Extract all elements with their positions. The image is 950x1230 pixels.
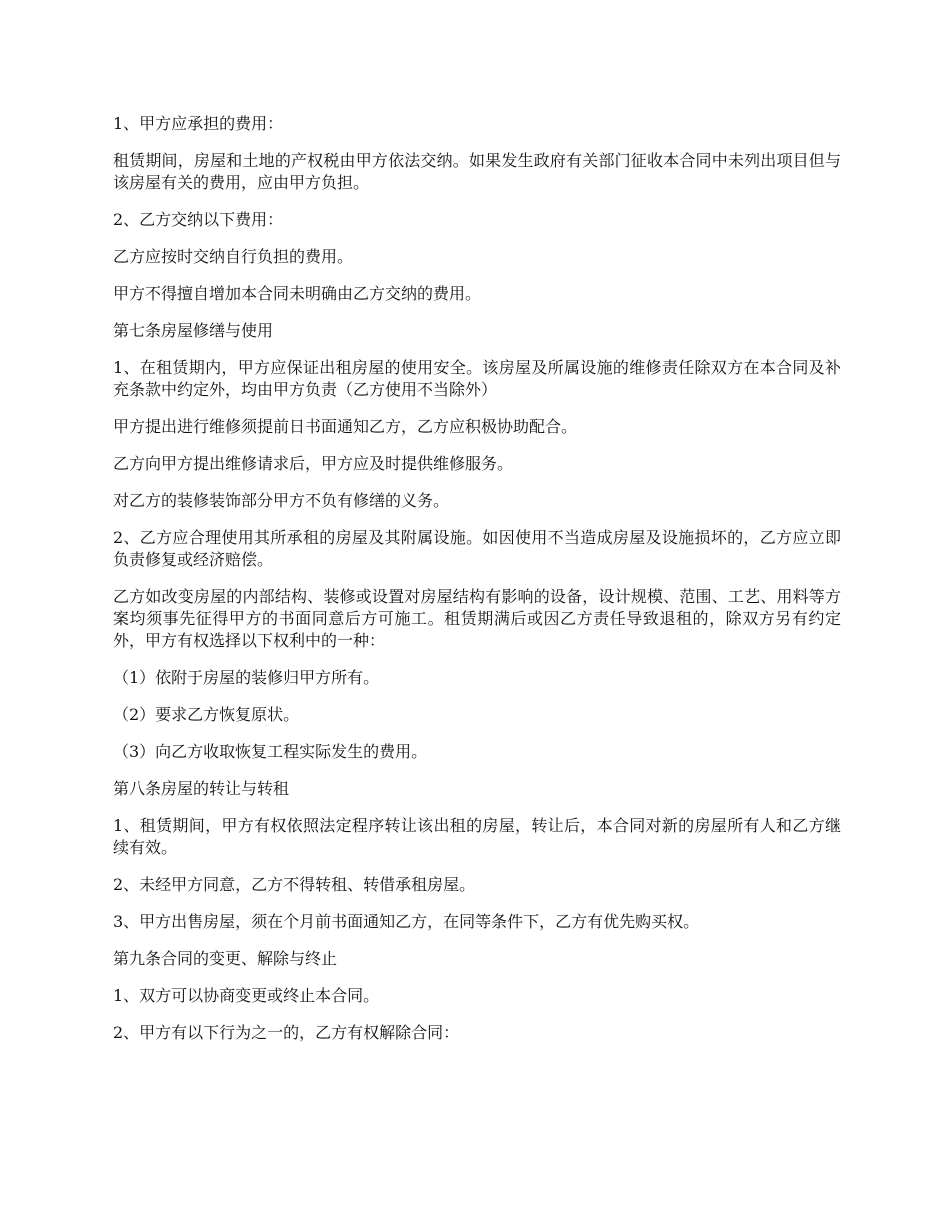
paragraph-repair-notice: 甲方提出进行维修须提前日书面通知乙方，乙方应积极协助配合。 [113, 417, 578, 436]
paragraph-property-tax: 租赁期间，房屋和土地的产权税由甲方依法交纳。如果发生政府有关部门征收本合同中未列出项目但与该房屋有关的费用，应由甲方负担。 [113, 151, 841, 192]
section-heading-article-7: 第七条房屋修缮与使用 [113, 321, 274, 340]
fee-heading-party-a: 1、甲方应承担的费用： [113, 114, 284, 133]
paragraph-termination-conditions: 2、甲方有以下行为之一的，乙方有权解除合同： [113, 1023, 460, 1042]
paragraph-proper-use: 2、乙方应合理使用其所承租的房屋及其附属设施。如因使用不当造成房屋及设施损坏的，乙方应立即负责修复或经济赔偿。 [113, 528, 841, 569]
list-item-option-1: （1）依附于房屋的装修归甲方所有。 [113, 668, 380, 687]
section-heading-article-9: 第九条合同的变更、解除与终止 [113, 949, 338, 968]
fee-heading-party-b: 2、乙方交纳以下费用： [113, 210, 284, 229]
paragraph-decoration-no-repair: 对乙方的装修装饰部分甲方不负有修缮的义务。 [113, 491, 450, 510]
paragraph-party-b-pay-fees: 乙方应按时交纳自行负担的费用。 [113, 247, 354, 266]
list-item-option-3: （3）向乙方收取恢复工程实际发生的费用。 [113, 742, 428, 761]
paragraph-no-sublease: 2、未经甲方同意，乙方不得转租、转借承租房屋。 [113, 875, 476, 894]
document-body [113, 113, 841, 1059]
paragraph-no-extra-fees: 甲方不得擅自增加本合同未明确由乙方交纳的费用。 [113, 284, 482, 303]
list-item-option-2: （2）要求乙方恢复原状。 [113, 705, 300, 724]
paragraph-structure-change: 乙方如改变房屋的内部结构、装修或设置对房屋结构有影响的设备，设计规模、范围、工艺、用料等方案均须事先征得甲方的书面同意后方可施工。租赁期满后或因乙方责任导致退租的，除双方另有约定外，甲方有权选择以下权利中的一种： [113, 587, 841, 650]
paragraph-transfer: 1、租赁期间，甲方有权依照法定程序转让该出租的房屋，转让后，本合同对新的房屋所有人和乙方继续有效。 [113, 816, 841, 857]
paragraph-repair-responsibility: 1、在租赁期内，甲方应保证出租房屋的使用安全。该房屋及所属设施的维修责任除双方在本合同及补充条款中约定外，均由甲方负责（乙方使用不当除外） [113, 358, 841, 399]
paragraph-preemptive-right: 3、甲方出售房屋，须在个月前书面通知乙方，在同等条件下，乙方有优先购买权。 [113, 912, 700, 931]
paragraph-repair-request: 乙方向甲方提出维修请求后，甲方应及时提供维修服务。 [113, 454, 514, 473]
paragraph-mutual-termination: 1、双方可以协商变更或终止本合同。 [113, 986, 380, 1005]
section-heading-article-8: 第八条房屋的转让与转租 [113, 779, 290, 798]
